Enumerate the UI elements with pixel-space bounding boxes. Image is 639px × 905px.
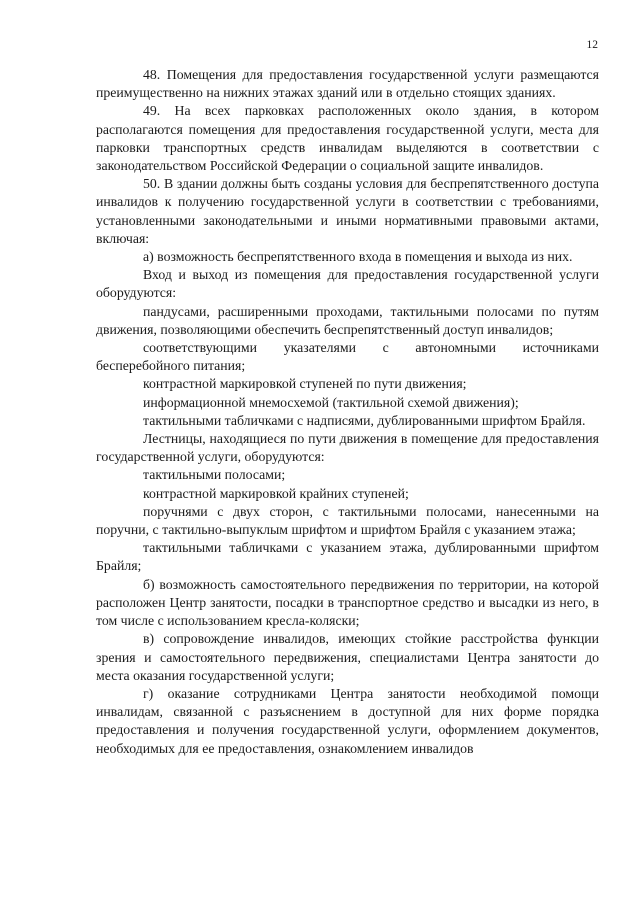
list-item-step-marking: контрастной маркировкой ступеней по пути движения; xyxy=(143,376,467,392)
paragraph-48: 48. Помещения для предоставления государственной услуги размещаются преимущественно на нижних этажах зданий или в отдельно стоящих зданиях. xyxy=(96,67,599,101)
paragraph-50-v: в) сопровождение инвалидов, имеющих стойкие расстройства функции зрения и самостоятельного передвижения, специалистами Центра занятости до места оказания государственной услуги; xyxy=(96,631,599,683)
paragraph-50-g: г) оказание сотрудниками Центра занятости необходимой помощи инвалидам, связанной с разъяснением в доступной для них форме порядка предоставления и получения государственной услуги, оформлением документов, необходимых для ее предоставления, ознакомлением инвалидов xyxy=(96,685,599,756)
list-item-edge-steps: контрастной маркировкой крайних ступеней; xyxy=(143,485,409,501)
document-body xyxy=(96,66,599,758)
list-item-mnemonic-scheme: информационной мнемосхемой (тактильной схемой движения); xyxy=(143,394,519,410)
list-item-floor-plates: тактильными табличками с указанием этажа, дублированными шрифтом Брайля; xyxy=(96,540,599,574)
paragraph-stairs-intro: Лестницы, находящиеся по пути движения в помещение для предоставления государственной услуги, оборудуются: xyxy=(96,431,599,465)
list-item-signs: соответствующими указателями с автономными источниками бесперебойного питания; xyxy=(96,340,599,374)
paragraph-49: 49. На всех парковках расположенных около здания, в котором располагаются помещения для предоставления государственной услуги, места для парковки транспортных средств инвалидам выделяются в соответствии с законодательством Российской Федерации о социальной защите инвалидов. xyxy=(96,103,599,174)
paragraph-50: 50. В здании должны быть созданы условия для беспрепятственного доступа инвалидов к получению государственной услуги в соответствии с требованиями, установленными законодательными и иными нормативными правовыми актами, включая: xyxy=(96,176,599,246)
list-item-ramps: пандусами, расширенными проходами, тактильными полосами по путям движения, позволяющими обеспечить беспрепятственный доступ инвалидов; xyxy=(96,303,599,337)
page-number: 12 xyxy=(586,39,598,51)
list-item-braille-plates: тактильными табличками с надписями, дублированными шрифтом Брайля. xyxy=(143,412,586,428)
list-item-tactile-strips: тактильными полосами; xyxy=(143,467,286,483)
paragraph-50-b: б) возможность самостоятельного передвижения по территории, на которой расположен Центр занятости, посадки в транспортное средство и высадки из него, в том числе с использованием кресла-коляски; xyxy=(96,576,599,629)
list-item-handrails: поручнями с двух сторон, с тактильными полосами, нанесенными на поручни, с тактильно-выпуклым шрифтом и шрифтом Брайля с указанием этажа; xyxy=(96,503,599,538)
paragraph-50-a: а) возможность беспрепятственного входа в помещения и выхода из них. xyxy=(143,249,573,265)
paragraph-entrance-intro: Вход и выход из помещения для предоставления государственной услуги оборудуются: xyxy=(96,267,599,301)
